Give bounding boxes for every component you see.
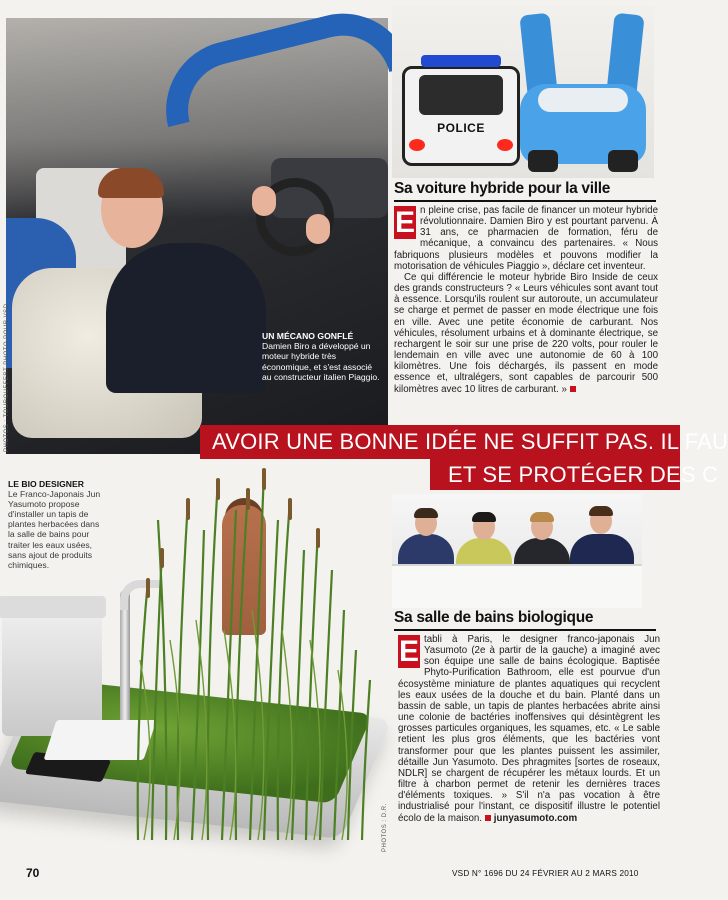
article2-paragraph-1 — [398, 634, 660, 824]
article1-rule — [394, 200, 656, 202]
article1-title: Sa voiture hybride pour la ville — [394, 180, 611, 197]
illustration-reeds — [118, 460, 388, 840]
blue-car-windshield — [538, 88, 628, 112]
article1-p2-text: Ce qui différencie le moteur hybride Biro Inside de ceux des grands constructeurs ? « Leurs véhicules sont avant tout à essence. Lorsqu'ils roulent sur autoroute, un accumulateur se charge et permet de passer en mode électrique une fois en ville. Avec une petite économie de carburant. Nos véhicules, résolument urbains et à dominante électrique, se rechargent le soir sur une prise de 220 volts, pour rouler le lendemain en ville avec une autonomie de 60 à 100 kilomètres. Une fois déchargés, ils passent en mode essence et, ultralégers, sont capables de parcourir 500 kilomètres avec 10 litres de carburant. » — [394, 271, 658, 395]
police-headlight-left — [409, 139, 425, 151]
caption-mecano — [262, 331, 380, 382]
photo-man-hair — [98, 168, 164, 198]
article1-p1-text: n pleine crise, pas facile de financer un moteur hybride révolutionnaire. Damien Biro y est pourtant parvenu. À 31 ans, ce pharmacien de formation, féru de mécanique, a convaincu des partenaires. « Nous fabriquons plusieurs modèles et pouvons modifier la motorisation de véhicules Piaggio », déclare cet inventeur. — [394, 205, 658, 272]
police-windshield — [419, 75, 503, 115]
article2-dropcap: E — [398, 635, 419, 668]
photo-hand-right — [306, 214, 330, 244]
article2-body — [398, 634, 660, 824]
photo-blue-car — [520, 14, 646, 174]
team-table — [392, 564, 642, 608]
photo-credit-bath: PHOTOS : D.R. — [382, 803, 388, 852]
caption-mecano-text: Damien Biro a développé un moteur hybride très économique, et s'est associé au constructeur italien Piaggio. — [262, 341, 380, 382]
issue-line: VSD N° 1696 DU 24 FÉVRIER AU 2 MARS 2010 — [452, 869, 639, 878]
caption-bio-title: LE BIO DESIGNER — [8, 479, 84, 489]
end-mark-icon — [570, 386, 576, 392]
team-person-3-hair — [530, 512, 554, 522]
article1-paragraph-1 — [394, 205, 658, 272]
bath-sink-top — [0, 596, 106, 618]
article2-rule — [394, 629, 656, 631]
article2-title: Sa salle de bains biologique — [394, 609, 594, 626]
photo-credit-top: PHOTOS : TOUROUFFERT PHOTO POUR VSD — [4, 303, 10, 452]
team-person-4-hair — [589, 506, 613, 516]
blue-car-wheel-right — [608, 150, 638, 172]
article2-p1-text: tabli à Paris, le designer franco-japonais Jun Yasumoto (2e à partir de la gauche) a imaginé avec son équipe une salle de bains écologique. Baptisée Phyto-Purification Bathroom, elle est pourvue d'un écosystème miniature de plantes aquatiques qui recyclent les eaux usées de la douche et du bain. Planté dans un bassin de sable, un tapis de plantes herbacées abrite ainsi une colonie de bactéries inoffensives qui désintègrent les grosses particules organiques, les squames, etc. « Le sable retient les plus gros éléments, que les bactéries vont transformer pour que les plantes puissent les assimiler, détaille Jun Yasumoto. Des phragmites [sortes de roseaux, NDLR] se chargent de récupérer les métaux lourds. Et un filtre à charbon permet de retenir les dernières traces d'éléments toxiques. » S'il n'a pas vocation à être industrialisé pour l'instant, ce dispositif illustre le potentiel écolo de la maison. — [398, 634, 660, 824]
photo-police-car — [402, 66, 520, 166]
photo-design-team — [392, 494, 642, 608]
caption-mecano-title: UN MÉCANO GONFLÉ — [262, 331, 354, 341]
article1-dropcap: E — [394, 206, 415, 239]
page-number: 70 — [26, 866, 40, 880]
banner-line-1: AVOIR UNE BONNE IDÉE NE SUFFIT PAS. IL FAU — [200, 425, 680, 459]
photo-hand-left — [252, 186, 276, 216]
article2-website-link[interactable]: junyasumoto.com — [493, 812, 578, 824]
blue-car-wheel-left — [528, 150, 558, 172]
caption-bio-designer — [8, 479, 104, 570]
end-mark-icon — [485, 815, 491, 821]
article1-paragraph-2 — [394, 272, 658, 395]
article1-body — [394, 205, 658, 395]
banner-line-2: ET SE PROTÉGER DES C — [430, 459, 680, 490]
police-headlight-right — [497, 139, 513, 151]
caption-bio-text: Le Franco-Japonais Jun Yasumoto propose d'installer un tapis de plantes herbacées dans la salle de bains pour traiter les eaux usées, sans ajout de produits chimiques. — [8, 489, 101, 570]
police-light-bar — [421, 55, 501, 67]
team-person-1-hair — [414, 508, 438, 518]
photo-man-suit — [106, 243, 266, 393]
team-person-2-hair — [472, 512, 496, 522]
photo-cars — [392, 6, 654, 178]
police-label: POLICE — [437, 121, 485, 135]
photo-hybrid-car-driver — [6, 18, 388, 454]
